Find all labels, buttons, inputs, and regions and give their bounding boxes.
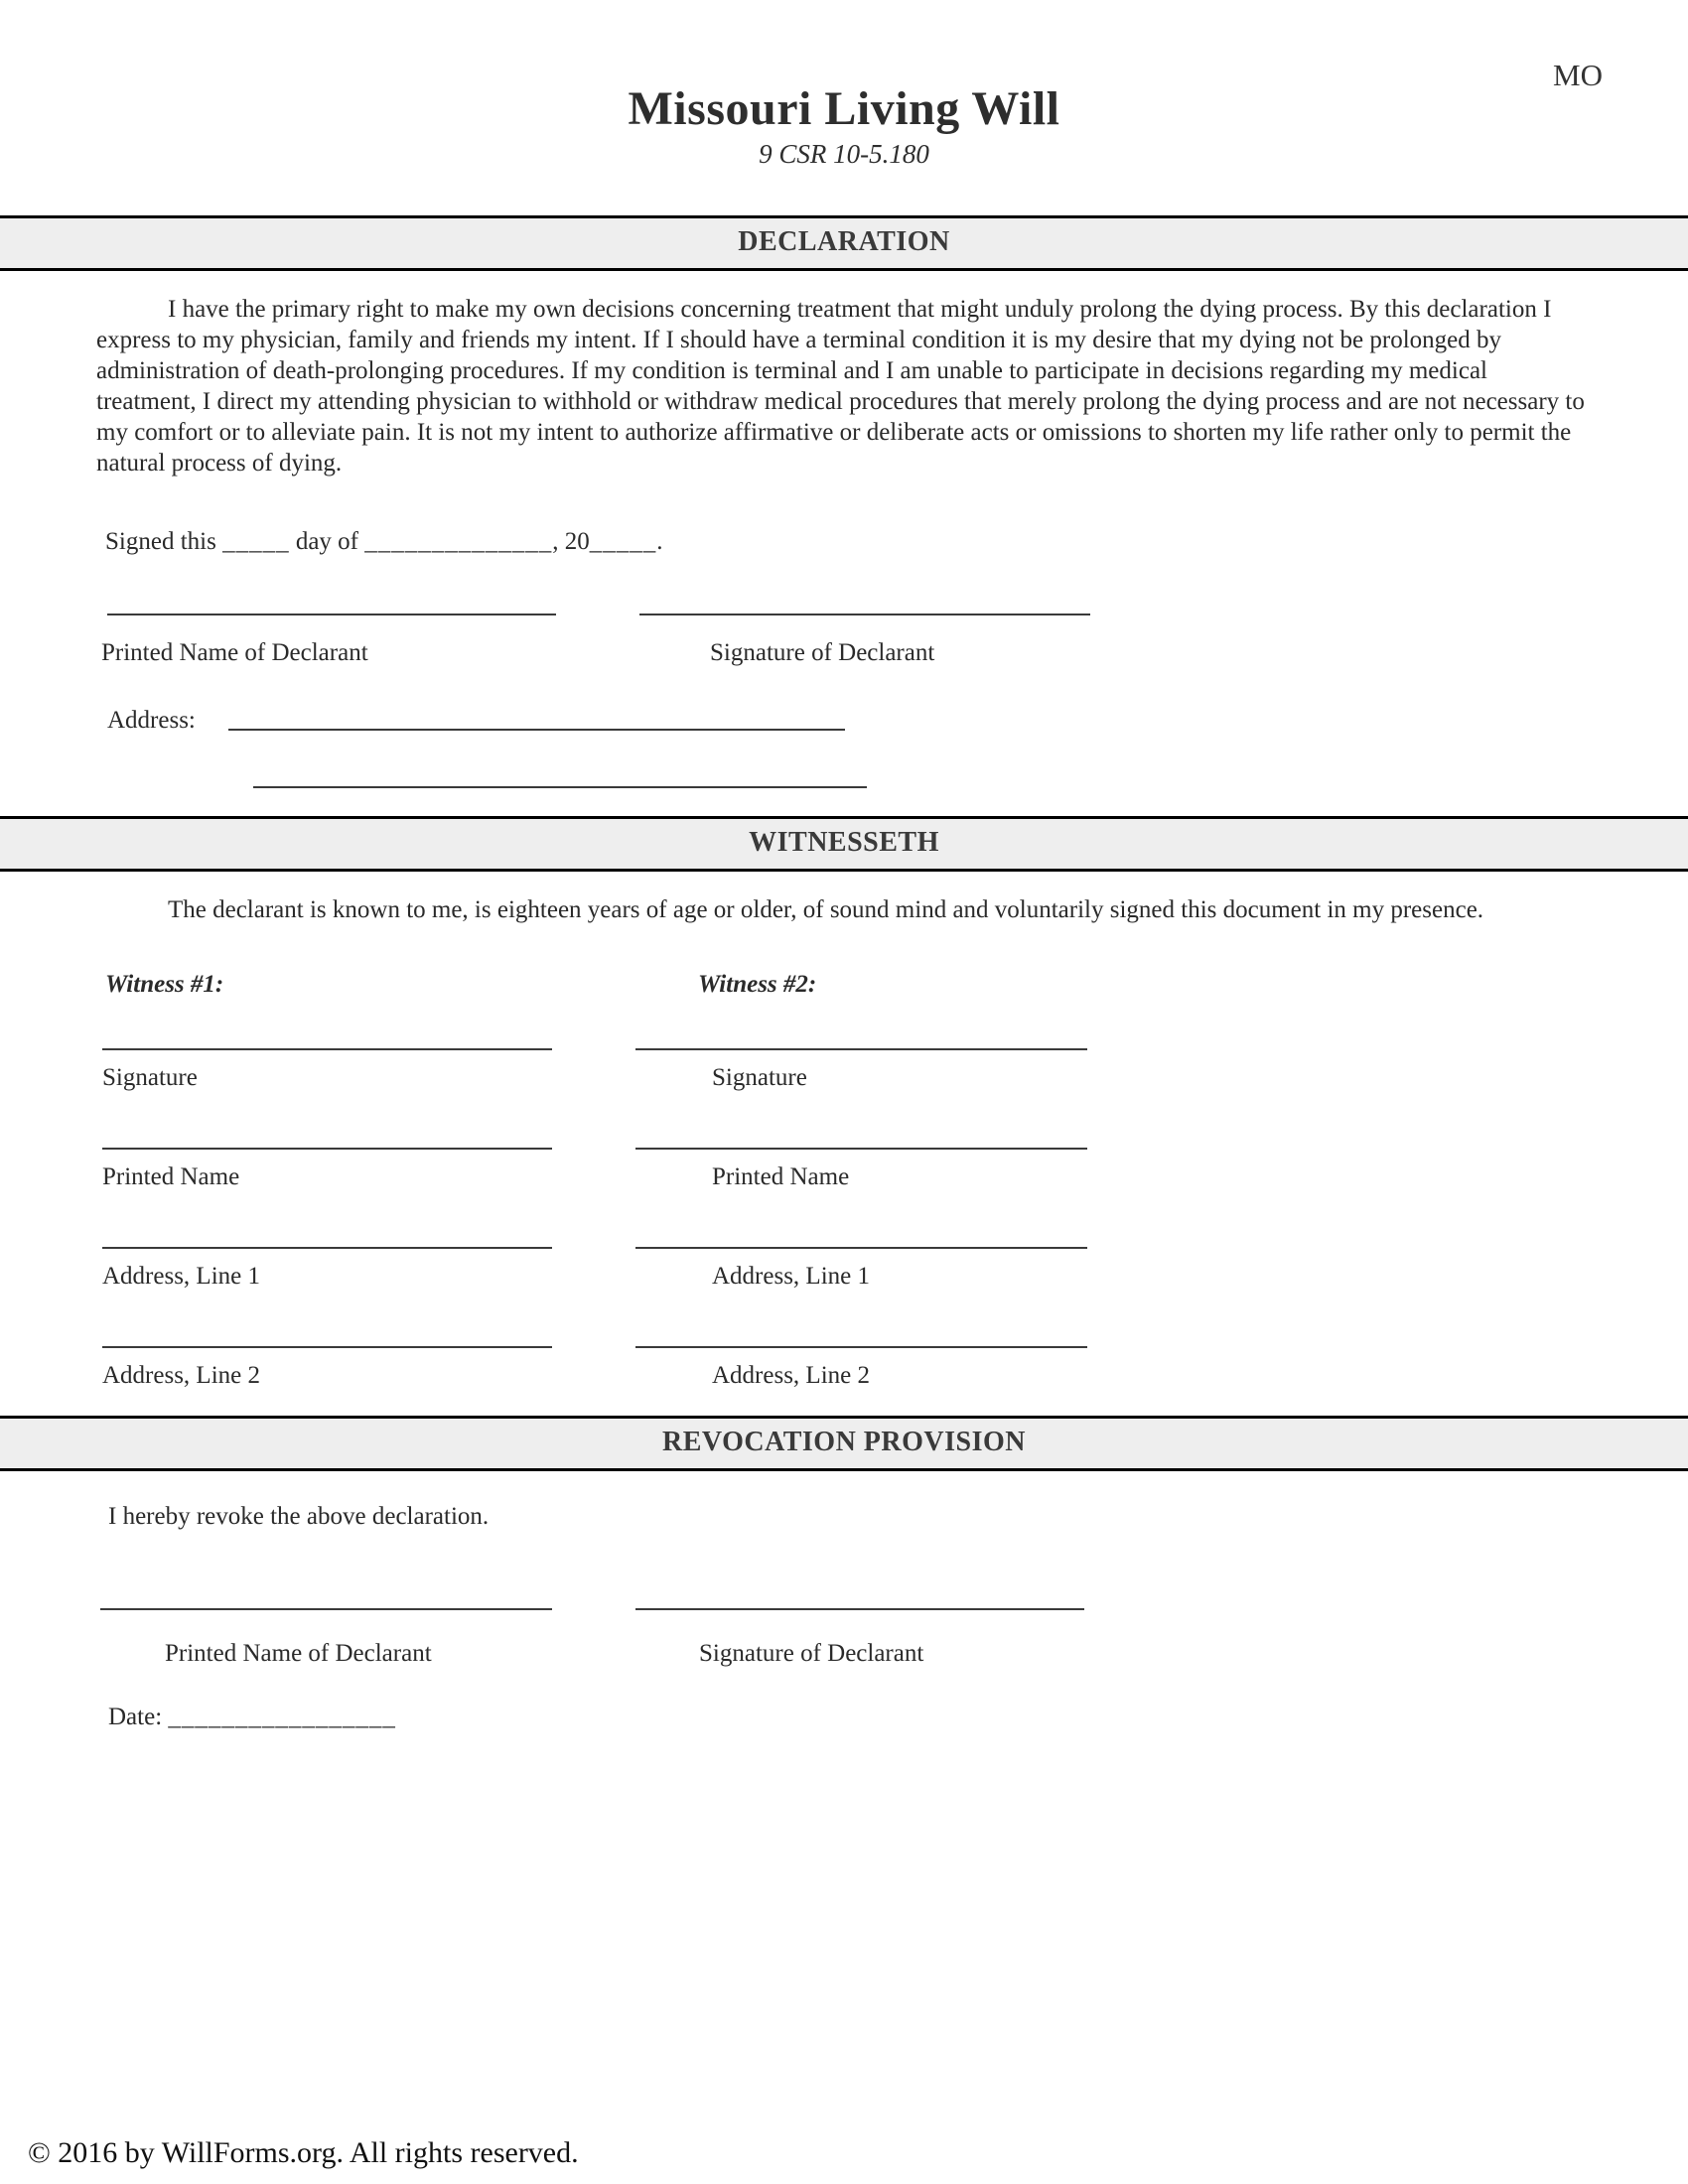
- declarant-signature-line[interactable]: [639, 612, 1090, 615]
- witness2-printed-name-block: [635, 1146, 1087, 1191]
- document-title: Missouri Living Will: [628, 82, 1060, 135]
- witnesseth-text: The declarant is known to me, is eighteen years of age or older, of sound mind and voluntarily signed this document in my presence.: [168, 896, 1484, 923]
- copyright-notice: © 2016 by WillForms.org. All rights reserved.: [28, 2136, 579, 2169]
- revocation-date-row: [108, 1704, 1688, 1731]
- address-row: [0, 707, 1688, 735]
- witness-printed-name-row: [0, 1146, 1688, 1191]
- signed-this-text: Signed this: [105, 528, 216, 555]
- declarant-labels-row: [0, 639, 1688, 667]
- witness-address1-row: [0, 1245, 1688, 1291]
- statute-reference: 9 CSR 10-5.180: [759, 139, 929, 169]
- witness1-address1-block: [102, 1245, 635, 1291]
- signed-month-field[interactable]: ______________: [364, 528, 553, 555]
- witness-headings-row: [0, 971, 1688, 999]
- column-gap: [556, 612, 639, 615]
- revocation-lines-row: [0, 1606, 1688, 1610]
- witness2-heading: Witness #2:: [698, 971, 817, 998]
- declarant-printed-name-line[interactable]: [107, 612, 556, 615]
- revocation-signature-label: Signature of Declarant: [699, 1640, 924, 1667]
- section-header-witnesseth: WITNESSETH: [0, 816, 1688, 872]
- witness1-signature-label: Signature: [102, 1064, 198, 1091]
- witness2-address1-label: Address, Line 1: [712, 1263, 870, 1290]
- witness2-signature-label: Signature: [712, 1064, 807, 1091]
- address-line-1-field[interactable]: [228, 727, 845, 731]
- witness2-printed-name-line[interactable]: [635, 1146, 1087, 1150]
- address-line-2-field[interactable]: [253, 784, 867, 788]
- witness2-printed-name-label: Printed Name: [712, 1163, 850, 1190]
- witness1-address1-line[interactable]: [102, 1245, 552, 1249]
- section-header-revocation: REVOCATION PROVISION: [0, 1416, 1688, 1471]
- witness-address2-row: [0, 1344, 1688, 1390]
- address-label: Address:: [107, 707, 196, 734]
- revocation-labels-row: [0, 1640, 1688, 1668]
- revocation-printed-name-label: Printed Name of Declarant: [165, 1640, 432, 1667]
- sentence-period: .: [656, 528, 663, 555]
- signed-day-field[interactable]: _____: [222, 528, 290, 555]
- witness1-address2-line[interactable]: [102, 1344, 552, 1348]
- section-header-declaration: DECLARATION: [0, 215, 1688, 271]
- revocation-signature-line[interactable]: [635, 1606, 1084, 1610]
- day-of-text: day of: [295, 528, 358, 555]
- witness2-address2-block: [635, 1344, 1087, 1390]
- date-label: Date:: [108, 1704, 163, 1730]
- revocation-printed-name-line[interactable]: [100, 1606, 552, 1610]
- witness1-printed-name-line[interactable]: [102, 1146, 552, 1150]
- signed-date-sentence: [105, 528, 1688, 556]
- revocation-date-field[interactable]: _________________: [168, 1704, 396, 1730]
- witness1-signature-block: [102, 1046, 635, 1092]
- year-prefix-text: , 20: [552, 528, 590, 555]
- witness2-signature-line[interactable]: [635, 1046, 1087, 1050]
- witness1-address2-label: Address, Line 2: [102, 1362, 260, 1389]
- witness1-signature-line[interactable]: [102, 1046, 552, 1050]
- witness2-address1-block: [635, 1245, 1087, 1291]
- signature-of-declarant-label: Signature of Declarant: [710, 639, 935, 666]
- witness2-address1-line[interactable]: [635, 1245, 1087, 1249]
- revocation-text: I hereby revoke the above declaration.: [108, 1503, 490, 1530]
- witness2-address2-label: Address, Line 2: [712, 1362, 870, 1389]
- printed-name-of-declarant-label: Printed Name of Declarant: [101, 639, 368, 666]
- declaration-text: I have the primary right to make my own decisions concerning treatment that might unduly prolong the dying process. By this declaration I express to my physician, family and friends my intent. If I should have a terminal condition it is my desire that my dying not be prolonged by administration of death-prolonging procedures. If my condition is terminal and I am unable to participate in decisions regarding my medical treatment, I direct my attending physician to withhold or withdraw medical procedures that merely prolong the dying process and are not necessary to my comfort or to alleviate pain. It is not my intent to authorize affirmative or deliberate acts or omissions to shorten my life rather only to permit the natural process of dying.: [96, 296, 1585, 477]
- state-code-label: MO: [1553, 58, 1603, 92]
- witness1-printed-name-label: Printed Name: [102, 1163, 240, 1190]
- declarant-lines-row: [0, 612, 1688, 615]
- witness-signature-row: [0, 1046, 1688, 1092]
- witness1-printed-name-block: [102, 1146, 635, 1191]
- witness1-address1-label: Address, Line 1: [102, 1263, 260, 1290]
- witness1-address2-block: [102, 1344, 635, 1390]
- witness2-address2-line[interactable]: [635, 1344, 1087, 1348]
- witness2-signature-block: [635, 1046, 1087, 1092]
- signed-year-field[interactable]: _____: [589, 528, 657, 555]
- witness1-heading: Witness #1:: [105, 971, 224, 998]
- column-gap: [552, 1606, 635, 1610]
